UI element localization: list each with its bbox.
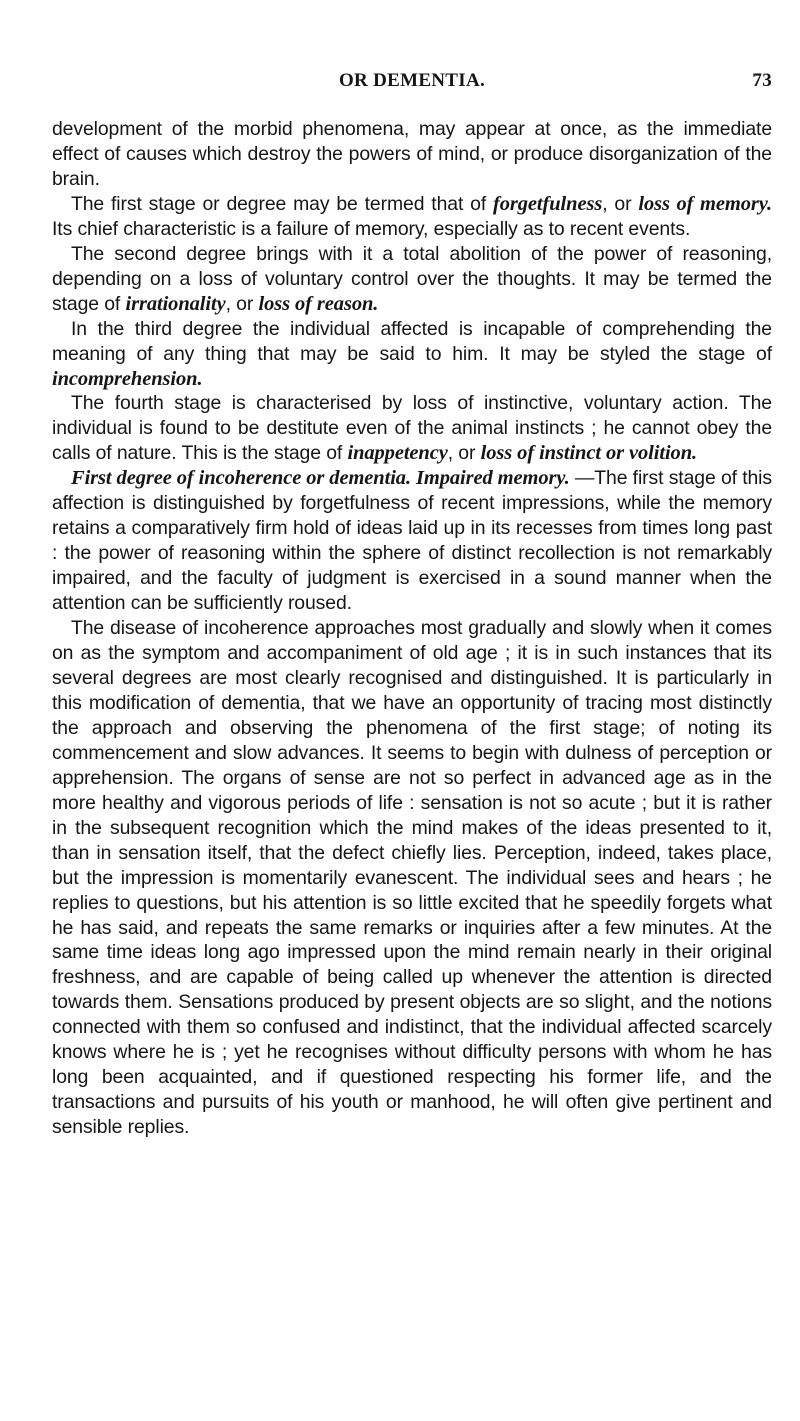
- term-loss-of-memory: loss of memory.: [638, 192, 772, 215]
- body-text: [52, 117, 772, 1140]
- paragraph-2-text-c: , or: [602, 192, 639, 215]
- term-incomprehension: incomprehension.: [52, 367, 203, 390]
- term-loss-of-reason: loss of reason.: [258, 292, 379, 315]
- paragraph-3-text-a: The second degree brings with it a total abolition of the power of reasoning, depending on a loss of voluntary control over the thoughts. It may be termed the stage of: [52, 242, 772, 315]
- term-irrationality: irrationality: [125, 292, 226, 315]
- paragraph-2-text-a: The first stage or degree may be termed that of: [71, 192, 494, 215]
- section-heading-first-degree: First degree of incoherence or dementia. Impaired memory.: [71, 467, 570, 490]
- page-number: 73: [752, 70, 772, 91]
- term-inappetency: inappetency: [347, 442, 448, 465]
- paragraph-7: The disease of incoherence approaches most gradually and slowly when it comes on as the symptom and accompaniment of old age ; it is in such instances that its several degrees are most clearly recognised and distinguished. It is particularly in this modification of dementia, that we have an opportunity of tracing most distinctly the approach and observing the phenomena of the first stage; of noting its commencement and slow advances. It seems to begin with dulness of perception or apprehension. The organs of sense are not so perfect in advanced age as in the more healthy and vigorous periods of life : sensation is not so acute ; but it is rather in the subsequent recognition which the mind makes of the ideas presented to it, than in sensation itself, that the defect chiefly lies. Perception, indeed, takes place, but the impression is momentarily evanescent. The individual sees and hears ; he replies to questions, but his attention is so little excited that he speedily forgets what he has said, and repeats the same remarks or inquiries after a few minutes. At the same time ideas long ago impressed upon the mind remain nearly in their original freshness, and are capable of being called up whenever the attention is directed towards them. Sensations produced by present objects are so slight, and the notions connected with them so confused and indistinct, that the individual affected scarcely knows where he is ; yet he recognises without difficulty persons with whom he has long been acquainted, and if questioned respecting his former life, and the transactions and pursuits of his youth or manhood, he will often give pertinent and sensible replies.: [52, 617, 772, 1139]
- paragraph-6-text-b: —The first stage of this affection is distinguished by forgetfulness of recent impressions, while the memory retains a comparatively firm hold of ideas laid up in its recesses from times long past : the power of reasoning within the sphere of distinct recollection is not remarkably impaired, and the faculty of judgment is exercised in a sound manner when the attention can be sufficiently roused.: [52, 467, 772, 615]
- paragraph-5-text-a: The fourth stage is characterised by loss of instinctive, voluntary action. The individual is found to be destitute even of the animal instincts ; he cannot obey the calls of nature. This is the stage of: [52, 392, 772, 465]
- paragraph-3-text-c: , or: [225, 292, 259, 315]
- paragraph-2: [52, 192, 772, 242]
- term-loss-of-instinct: loss of instinct or volition.: [480, 442, 698, 465]
- paragraph-1: development of the morbid phenomena, may appear at once, as the immediate effect of causes which destroy the powers of mind, or produce disorganization of the brain.: [52, 118, 772, 190]
- running-head: [52, 42, 772, 91]
- paragraph-2-text-e: Its chief characteristic is a failure of memory, especially as to recent events.: [52, 217, 691, 240]
- paragraph-3: [52, 242, 772, 317]
- paragraph-5-text-c: , or: [447, 442, 481, 465]
- running-head-title: OR DEMENTIA.: [338, 70, 486, 91]
- paragraph-6: [52, 466, 772, 616]
- paragraph-4-text-a: In the third degree the individual affected is incapable of comprehending the meaning of any thing that may be said to him. It may be styled the stage of: [52, 317, 772, 365]
- paragraph-4: [52, 317, 772, 392]
- book-page: [52, 0, 772, 1139]
- term-forgetfulness: forgetfulness: [493, 192, 603, 215]
- paragraph-5: [52, 391, 772, 466]
